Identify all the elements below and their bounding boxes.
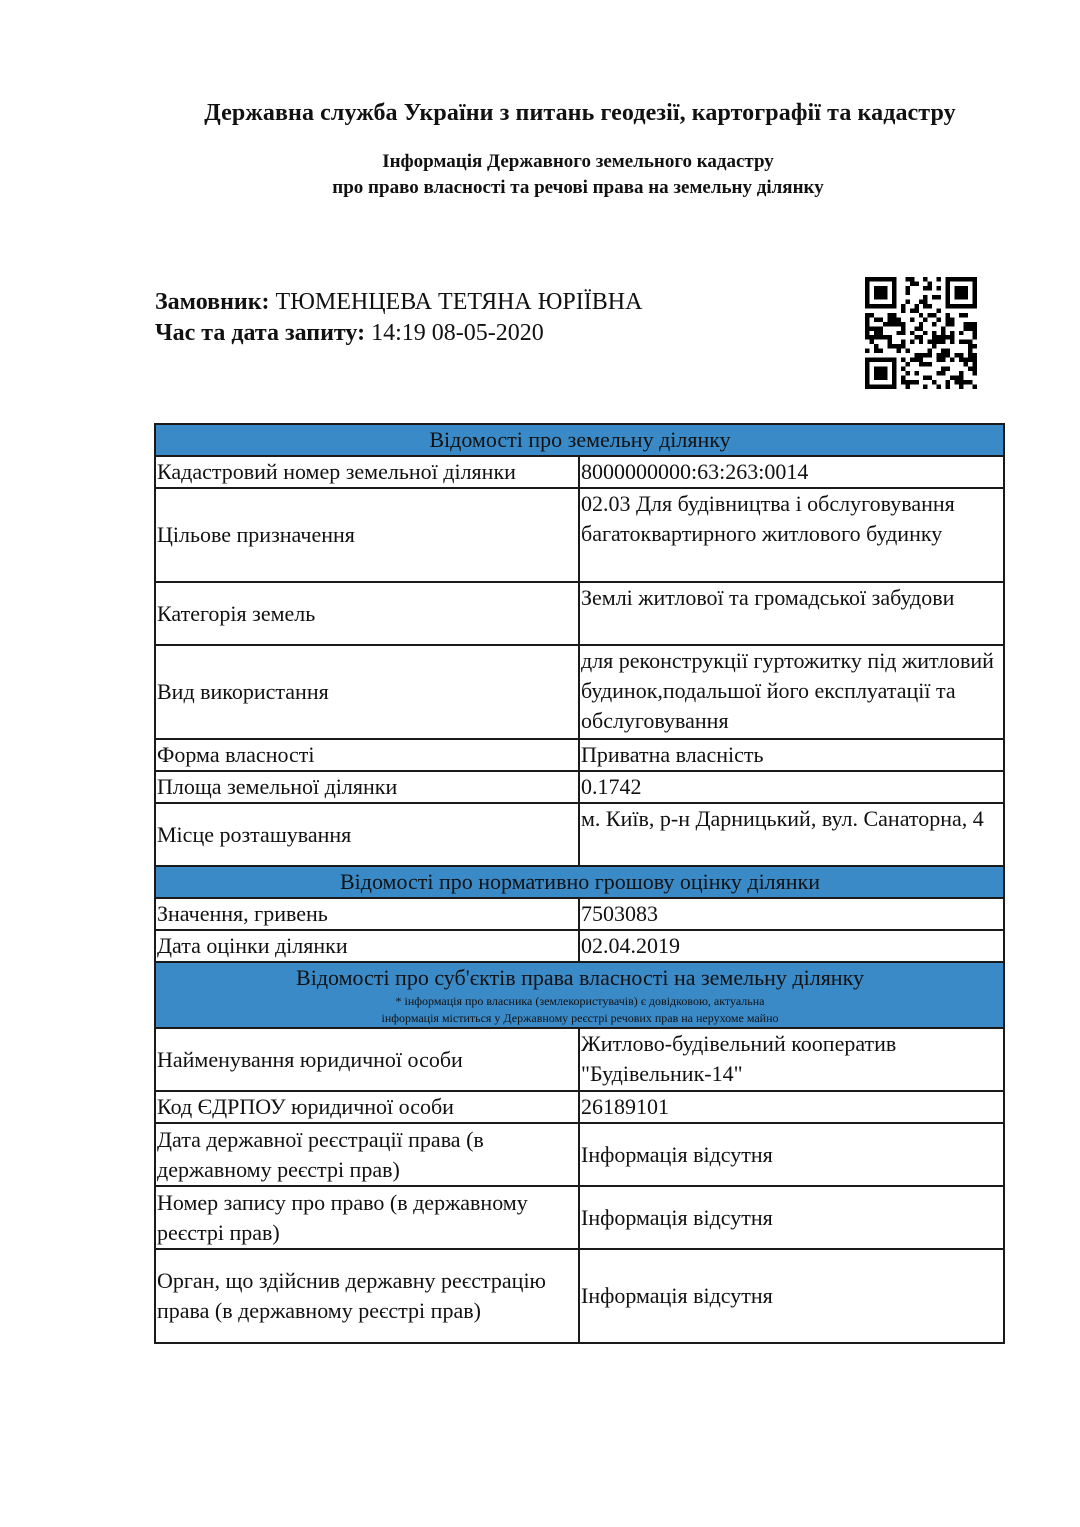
document-title-line1: Інформація Державного земельного кадастру: [382, 151, 774, 172]
table-row: [155, 739, 1004, 771]
section-header-valuation: [155, 866, 1004, 898]
row-value: Інформація відсутня: [579, 1186, 1004, 1249]
row-label: Цільове призначення: [155, 488, 579, 582]
cadastre-table: [154, 423, 1005, 1344]
request-time-line: [155, 320, 544, 347]
row-value: м. Київ, р-н Дарницький, вул. Санаторна, 4: [579, 803, 1004, 866]
section-title: Відомості про земельну ділянку: [155, 424, 1004, 456]
document-title-line2: про право власності та речові права на земельну ділянку: [332, 177, 824, 198]
row-label: Дата державної реєстрації права (в державному реєстрі прав): [155, 1123, 579, 1186]
row-label: Категорія земель: [155, 582, 579, 645]
agency-title: Державна служба України з питань геодезії, картографії та кадастру: [204, 100, 956, 126]
section-header-owners: [155, 962, 1004, 1028]
row-value: Інформація відсутня: [579, 1123, 1004, 1186]
request-time-value: 14:19 08-05-2020: [371, 320, 544, 346]
table-row: [155, 1123, 1004, 1186]
table-row: [155, 771, 1004, 803]
row-label: Орган, що здійснив державну реєстрацію права (в державному реєстрі прав): [155, 1249, 579, 1343]
table-row: [155, 1028, 1004, 1091]
row-value: для реконструкції гуртожитку під житловий будинок,подальшої його експлуатації та обслуговування: [579, 645, 1004, 739]
section-note-line2: інформація міститься у Державному реєстрі речових прав на нерухоме майно: [381, 1011, 779, 1025]
row-value: Землі житлової та громадської забудови: [579, 582, 1004, 645]
section-title: Відомості про нормативно грошову оцінку ділянки: [155, 866, 1004, 898]
request-time-label: Час та дата запиту:: [155, 320, 366, 346]
table-row: [155, 1249, 1004, 1343]
table-row: [155, 645, 1004, 739]
table-row: [155, 488, 1004, 582]
customer-name: ТЮМЕНЦЕВА ТЕТЯНА ЮРІЇВНА: [275, 289, 643, 315]
row-label: Значення, гривень: [155, 898, 579, 930]
row-label: Код ЄДРПОУ юридичної особи: [155, 1091, 579, 1123]
customer-label: Замовник:: [155, 289, 270, 315]
row-label: Вид використання: [155, 645, 579, 739]
row-value: 0.1742: [579, 771, 1004, 803]
row-label: Форма власності: [155, 739, 579, 771]
section-note-line1: * інформація про власника (землекористувачів) є довідковою, актуальна: [395, 994, 765, 1008]
row-value: Інформація відсутня: [579, 1249, 1004, 1343]
row-value: 8000000000:63:263:0014: [579, 456, 1004, 488]
table-row: [155, 456, 1004, 488]
row-label: Найменування юридичної особи: [155, 1028, 579, 1091]
row-value: 7503083: [579, 898, 1004, 930]
customer-line: [155, 289, 642, 316]
table-row: [155, 898, 1004, 930]
row-value: 02.04.2019: [579, 930, 1004, 962]
row-label: Номер запису про право (в державному реєстрі прав): [155, 1186, 579, 1249]
row-label: Місце розташування: [155, 803, 579, 866]
table-row: [155, 803, 1004, 866]
row-value: 26189101: [579, 1091, 1004, 1123]
row-label: Площа земельної ділянки: [155, 771, 579, 803]
row-label: Дата оцінки ділянки: [155, 930, 579, 962]
table-row: [155, 1186, 1004, 1249]
row-label: Кадастровий номер земельної ділянки: [155, 456, 579, 488]
section-title: Відомості про суб'єктів права власності на земельну ділянку: [296, 965, 864, 990]
row-value: 02.03 Для будівництва і обслуговування багатоквартирного житлового будинку: [579, 488, 1004, 582]
table-row: [155, 582, 1004, 645]
row-value: Приватна власність: [579, 739, 1004, 771]
row-value: Житлово-будівельний кооператив "Будівельник-14": [579, 1028, 1004, 1091]
section-header-land: [155, 424, 1004, 456]
table-row: [155, 930, 1004, 962]
qr-code-icon: [865, 277, 977, 389]
table-row: [155, 1091, 1004, 1123]
